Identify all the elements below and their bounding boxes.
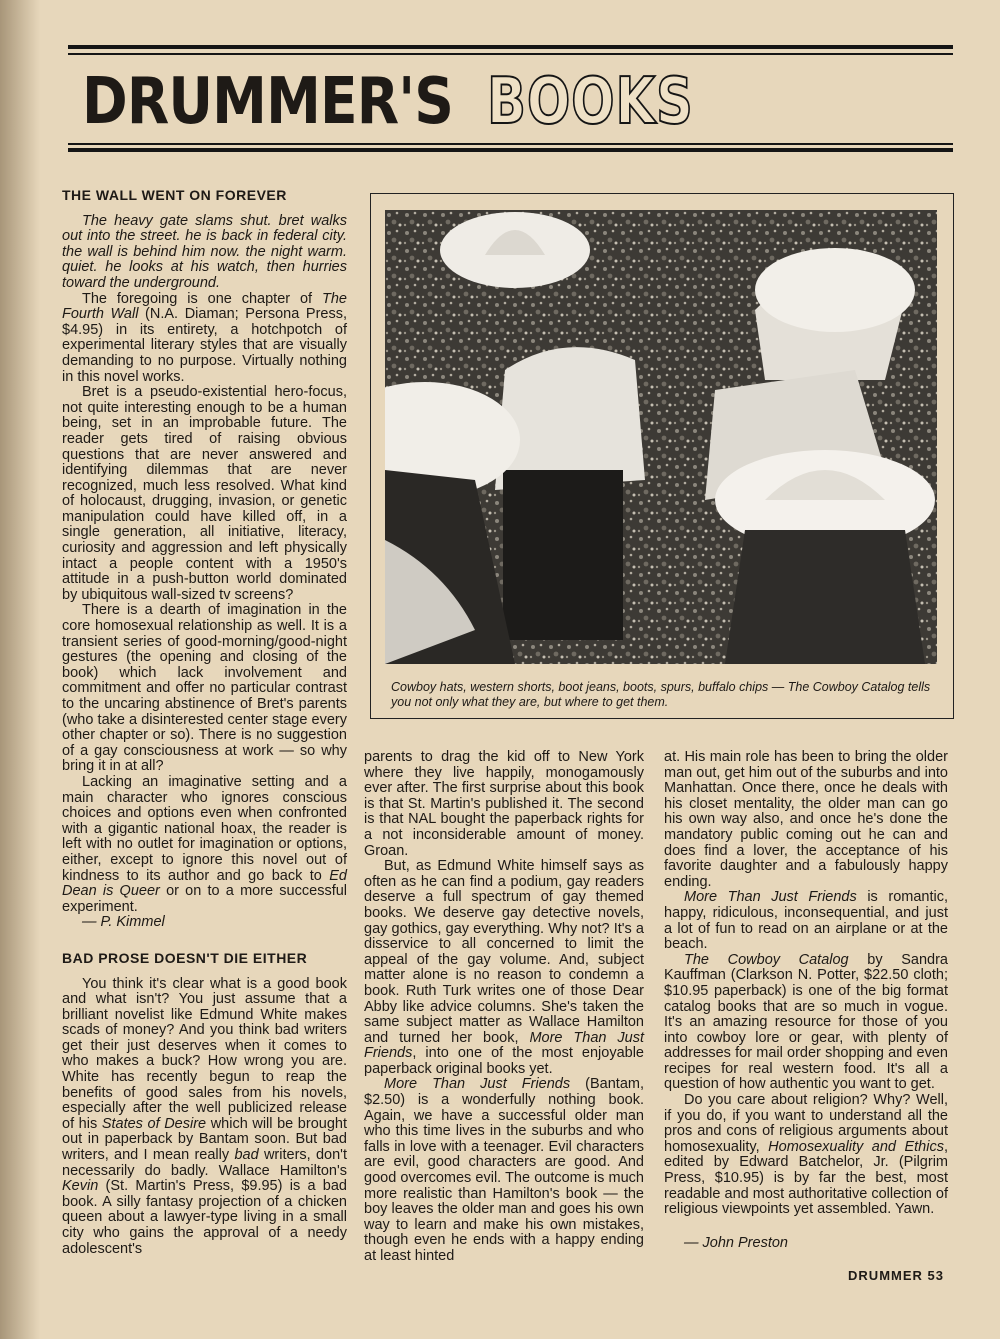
photo-caption: Cowboy hats, western shorts, boot jeans, boots, spurs, buffalo chips — The Cowboy Catalog tells you not only what they are, but where to get them. (391, 680, 931, 709)
article1-excerpt: The heavy gate slams shut. bret walks out into the street. he is back in federal city. the wall is behind him now. the night warm. quiet. he looks at his watch, then hurries toward the underground. (62, 212, 347, 291)
left-column (62, 188, 347, 1257)
article2-paragraph: parents to drag the kid off to New York where they live happily, monogamously ever after. The first surprise about this book is that St. Martin's published it. The second is that NAL bought the paperback rights for a not inconsiderable amount of money. Groan. (364, 749, 644, 859)
page-footer: DRUMMER 53 (848, 1268, 944, 1283)
masthead-bottom-rule-thick (68, 148, 953, 152)
photo-frame (370, 193, 954, 719)
article2-paragraph: at. His main role has been to bring the older man out, get him out of the suburbs and into Manhattan. Once there, once he deals with his closet mentality, the older man can go his own way also, and once he's done the mandatory public coming out he can and does find a lover, the acceptance of his favorite daughter and a fabulously happy ending. (664, 749, 948, 890)
article2-paragraph: You think it's clear what is a good book and what isn't? You just assume that a brilliant novelist like Edmund White makes scads of money? And you think bad writers get their just deserves when it comes to who makes a buck? How wrong you are. White has recently begun to reap the benefits of good sales from his novels, especially after the well publicized release of his States of Desire which will be brought out in paperback by Bantam soon. But bad writers, and I mean really bad writers, don't necessarily do badly. Wallace Hamilton's Kevin (St. Martin's Press, $9.95) is a bad book. A silly fantasy projection of a chicken queen about a lawyer-type living in a small city who gains the approval of a needy adolescent's (62, 975, 347, 1257)
masthead (82, 56, 746, 139)
article2-headline: BAD PROSE DOESN'T DIE EITHER (62, 949, 308, 966)
cowboys-photo (385, 210, 937, 664)
masthead-books: BOOKS (487, 65, 695, 139)
middle-column (364, 750, 644, 1265)
article2-paragraph: But, as Edmund White himself says as often as he can find a podium, gay readers deserve a full spectrum of gay themed books. We deserve gay detective novels, gay gothics, gay everything. Why not? It's a disservice to all concerned to limit the appeal of the gay volume. And, subject matter alone is no reason to condemn a book. Ruth Turk writes one of those Dear Abby like advice columns. She's taken the same subject matter as Wallace Hamilton and turned her book, More Than Just Friends, into one of the most enjoyable paperback original books yet. (364, 858, 644, 1077)
article1-paragraph: There is a dearth of imagination in the core homosexual relationship as well. It is a transient series of good-morning/good-night gestures (the opening and closing of the book) which lack involvement and commitment and offer no particular contrast to the uncaring abstinence of Bret's parents (who take a disinterested center stage every other chapter or so). There is no suggestion of a gay consciousness at work — so why bring it in at all? (62, 602, 347, 775)
page-edge-shadow (0, 0, 40, 1339)
article1-paragraph: Lacking an imaginative setting and a main character who ignores conscious choices and options even when confronted with a gigantic national hoax, the reader is left with no outlet for imagination or options, either, except to ignore this novel out of kindness to its author and go back to Ed Dean is Queer or on to a more successful experiment. (62, 773, 348, 915)
masthead-bottom-rule-thin (68, 143, 953, 145)
masthead-top-rule-thick (68, 45, 953, 49)
article1-paragraph: The foregoing is one chapter of The Fourth Wall (N.A. Diaman; Persona Press, $4.95) in its entirety, a hotchpotch of experimental literary styles that are visually demanding to no purpose. Virtually nothing in this novel works. (62, 290, 347, 385)
right-column (664, 750, 948, 1251)
article2-signature: — John Preston (684, 1234, 788, 1251)
article1-signature: — P. Kimmel (82, 914, 165, 931)
article2-paragraph: The Cowboy Catalog by Sandra Kauffman (Clarkson N. Potter, $22.50 cloth; $10.95 paperback) is one of the big format catalog books that are so much in vogue. It's an amazing resource for those of you into cowboy lore or gear, with plenty of addresses for mail order shopping and even recipes for real western food. It's all a question of how authentic you want to get. (664, 951, 948, 1093)
article2-paragraph: More Than Just Friends is romantic, happy, ridiculous, inconsequential, and just a lot of fun to read on an airplane or at the beach. (664, 889, 948, 953)
article1-headline: THE WALL WENT ON FOREVER (62, 187, 287, 203)
masthead-drummers: DRUMMER'S (82, 65, 454, 139)
article1-paragraph: Bret is a pseudo-existential hero-focus, not quite interesting enough to be a human being, set in an improbable future. The reader gets tired of raising obvious questions that are never answered and identifying dilemmas that are never recognized, much less resolved. What kind of holocaust, drugging, invasion, or genetic manipulation could have killed off, in a single generation, all initiative, literacy, curiosity and aggression and left physically intact a people content with a 1950's attitude in a push-button world dominated by ubiquitous wall-sized tv screens? (62, 384, 347, 603)
article2-paragraph: More Than Just Friends (Bantam, $2.50) is a wonderfully nothing book. Again, we have a successful older man who this time lives in the suburbs and who falls in love with a teenager. Evil characters are evil, good characters are good. And good overcomes evil. The outcome is much more realistic than Hamilton's book — the boy leaves the older man and goes his own way to learn and make his own mistakes, though even he ends with a happy ending at least hinted (364, 1076, 645, 1264)
article2-paragraph: Do you care about religion? Why? Well, if you do, if you want to understand all the pros and cons of religious arguments about homosexuality, Homosexuality and Ethics, edited by Edward Batchelor, Jr. (Pilgrim Press, $10.95) is by far the best, most readable and most authoritative collection of religious viewpoints yet assembled. Yawn. (664, 1092, 948, 1218)
masthead-top-rule-thin (68, 53, 953, 55)
